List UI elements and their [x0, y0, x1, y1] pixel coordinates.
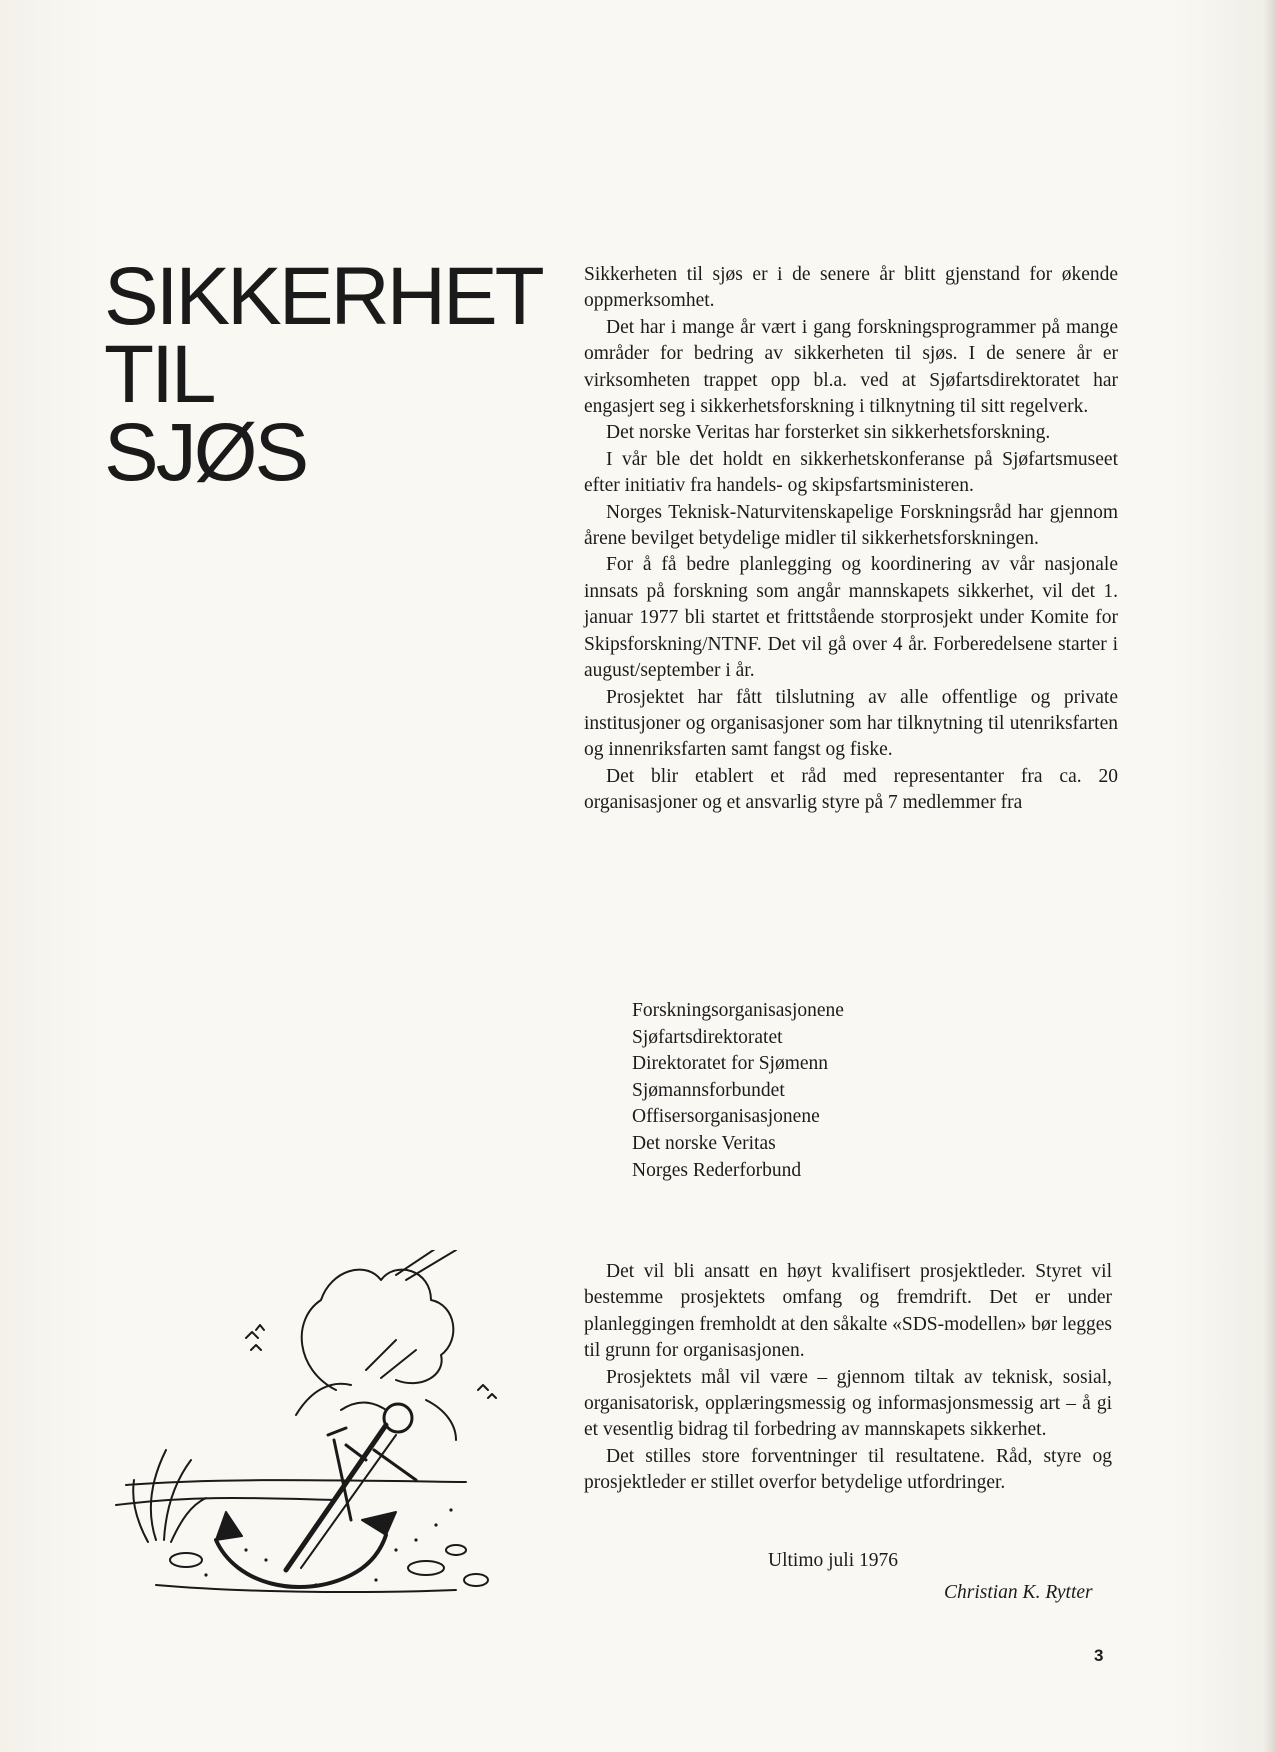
title-line: SIKKERHET	[104, 251, 542, 342]
paragraph: Prosjektet har fått tilslutning av alle offentlige og private institusjoner og organisasjoner som har tilknytning til utenriksfarten og innenriksfarten samt fangst og fiske.	[584, 686, 1118, 761]
list-item: Norges Rederforbund	[632, 1159, 802, 1181]
organization-list	[632, 998, 992, 1184]
page-edge-shadow	[1262, 0, 1276, 1752]
author-signature: Christian K. Rytter	[944, 1582, 1093, 1603]
paragraph: I vår ble det holdt en sikkerhetskonferanse på Sjøfartsmuseet efter initiativ fra handels- og skipsfartsministeren.	[584, 448, 1118, 497]
paragraph: Det stilles store forventninger til resultatene. Råd, styre og prosjektleder er stillet overfor betydelige utfordringer.	[584, 1445, 1112, 1494]
title-line: SJØS	[104, 407, 307, 498]
paragraph: Det vil bli ansatt en høyt kvalifisert prosjektleder. Styret vil bestemme prosjektets omfang og fremdrift. Det er under planleggingen fremholdt at den såkalte «SDS-modellen» bør legges til grunn for organisasjonen.	[584, 1261, 1112, 1362]
list-item: Sjøfartsdirektoratet	[632, 1026, 783, 1048]
article-body	[584, 262, 1118, 817]
title-line: TIL	[104, 329, 214, 420]
paragraph: Prosjektets mål vil være – gjennom tiltak av teknisk, sosial, organisatorisk, opplæringsmessig og informasjonsmessig art – å gi et vesentlig bidrag til forbedring av mannskapets sikkerhet.	[584, 1366, 1112, 1441]
dateline: Ultimo juli 1976	[768, 1550, 899, 1571]
list-item: Direktoratet for Sjømenn	[632, 1053, 829, 1075]
article-closing	[584, 1259, 1112, 1497]
list-item: Offisersorganisasjonene	[632, 1106, 820, 1128]
article-title	[104, 251, 584, 498]
paragraph: Det har i mange år vært i gang forskningsprogrammer på mange områder for bedring av sikkerheten til sjøs. I de senere år er virksomheten trappet opp bl.a. ved at Sjøfartsdirektoratet har engasjert seg i sikkerhetsforskning i tilknytning til sitt regelverk.	[584, 316, 1118, 418]
list-item: Forskningsorganisasjonene	[632, 1000, 844, 1021]
paragraph: Sikkerheten til sjøs er i de senere år blitt gjenstand for økende oppmerksomhet.	[584, 264, 1118, 312]
anchor-on-shore-illustration-icon	[96, 1250, 516, 1600]
list-item: Sjømannsforbundet	[632, 1079, 785, 1101]
paragraph: Det blir etablert et råd med representanter fra ca. 20 organisasjoner og et ansvarlig styre på 7 medlemmer fra	[584, 765, 1118, 814]
paragraph: Norges Teknisk-Naturvitenskapelige Forskningsråd har gjennom årene bevilget betydelige midler til sikkerhetsforskningen.	[584, 501, 1118, 550]
paragraph: For å få bedre planlegging og koordinering av vår nasjonale innsats på forskning som angår mannskapets sikkerhet, vil det 1. januar 1977 bli startet et frittstående storprosjekt under Komite for Skipsforskning/NTNF. Det vil gå over 4 år. Forberedelsene starter i august/september i år.	[584, 554, 1118, 682]
list-item: Det norske Veritas	[632, 1132, 776, 1154]
page-number: 3	[1094, 1646, 1104, 1665]
paragraph: Det norske Veritas har forsterket sin sikkerhetsforskning.	[606, 422, 1051, 444]
